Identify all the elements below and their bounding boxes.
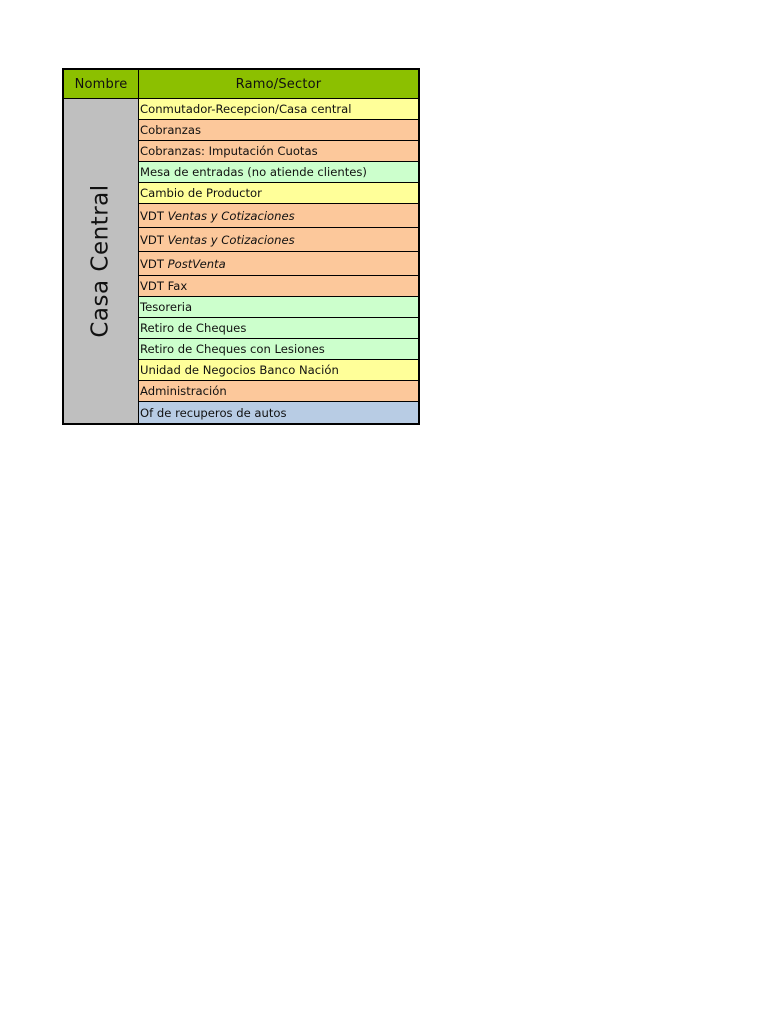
sector-cell-text: Cambio de Productor (140, 186, 262, 200)
sector-cell-text: Cobranzas (140, 123, 201, 137)
sector-rows (139, 99, 418, 423)
sector-cell-italic: Ventas y Cotizaciones (167, 232, 295, 247)
table-row[interactable] (139, 381, 418, 402)
table-header-row (64, 70, 418, 99)
table-row[interactable] (139, 141, 418, 162)
sector-cell-text: Administración (140, 384, 227, 398)
sector-cell-text: VDT Fax (140, 279, 188, 293)
table-row[interactable] (139, 360, 418, 381)
table-row[interactable] (139, 183, 418, 204)
group-label: Casa Central (88, 184, 115, 338)
sector-cell-text: Of de recuperos de autos (140, 405, 287, 420)
table-row[interactable] (139, 276, 418, 297)
table-row[interactable] (139, 162, 418, 183)
sector-cell-italic: PostVenta (167, 256, 226, 271)
sector-cell-text: Unidad de Negocios Banco Nación (140, 363, 339, 377)
sector-cell-text: Conmutador-Recepcion/Casa central (140, 102, 352, 116)
sector-cell-italic: Ventas y Cotizaciones (167, 208, 295, 223)
sector-cell-prefix: VDT (140, 208, 164, 223)
table-row[interactable] (139, 339, 418, 360)
table-row[interactable] (139, 120, 418, 141)
table-row[interactable] (139, 99, 418, 120)
sector-cell-text: Mesa de entradas (no atiende clientes) (140, 165, 367, 179)
group-cell-casa-central[interactable] (64, 99, 139, 423)
sector-table (62, 68, 420, 425)
sector-cell-text: Tesoreria (140, 300, 193, 314)
table-row[interactable] (139, 297, 418, 318)
table-row[interactable] (139, 228, 418, 252)
table-row[interactable] (139, 318, 418, 339)
sector-cell-prefix: VDT (140, 256, 164, 271)
table-row[interactable] (139, 252, 418, 276)
table-body (64, 99, 418, 423)
sector-cell-text: Retiro de Cheques con Lesiones (140, 342, 325, 356)
column-header-ramo-sector[interactable]: Ramo/Sector (235, 76, 322, 92)
table-row[interactable] (139, 402, 418, 423)
sector-cell-text: Cobranzas: Imputación Cuotas (140, 144, 318, 158)
sector-cell-prefix: VDT (140, 232, 164, 247)
column-header-nombre[interactable]: Nombre (64, 70, 139, 98)
sector-cell-text: Retiro de Cheques (140, 321, 247, 335)
table-row[interactable] (139, 204, 418, 228)
